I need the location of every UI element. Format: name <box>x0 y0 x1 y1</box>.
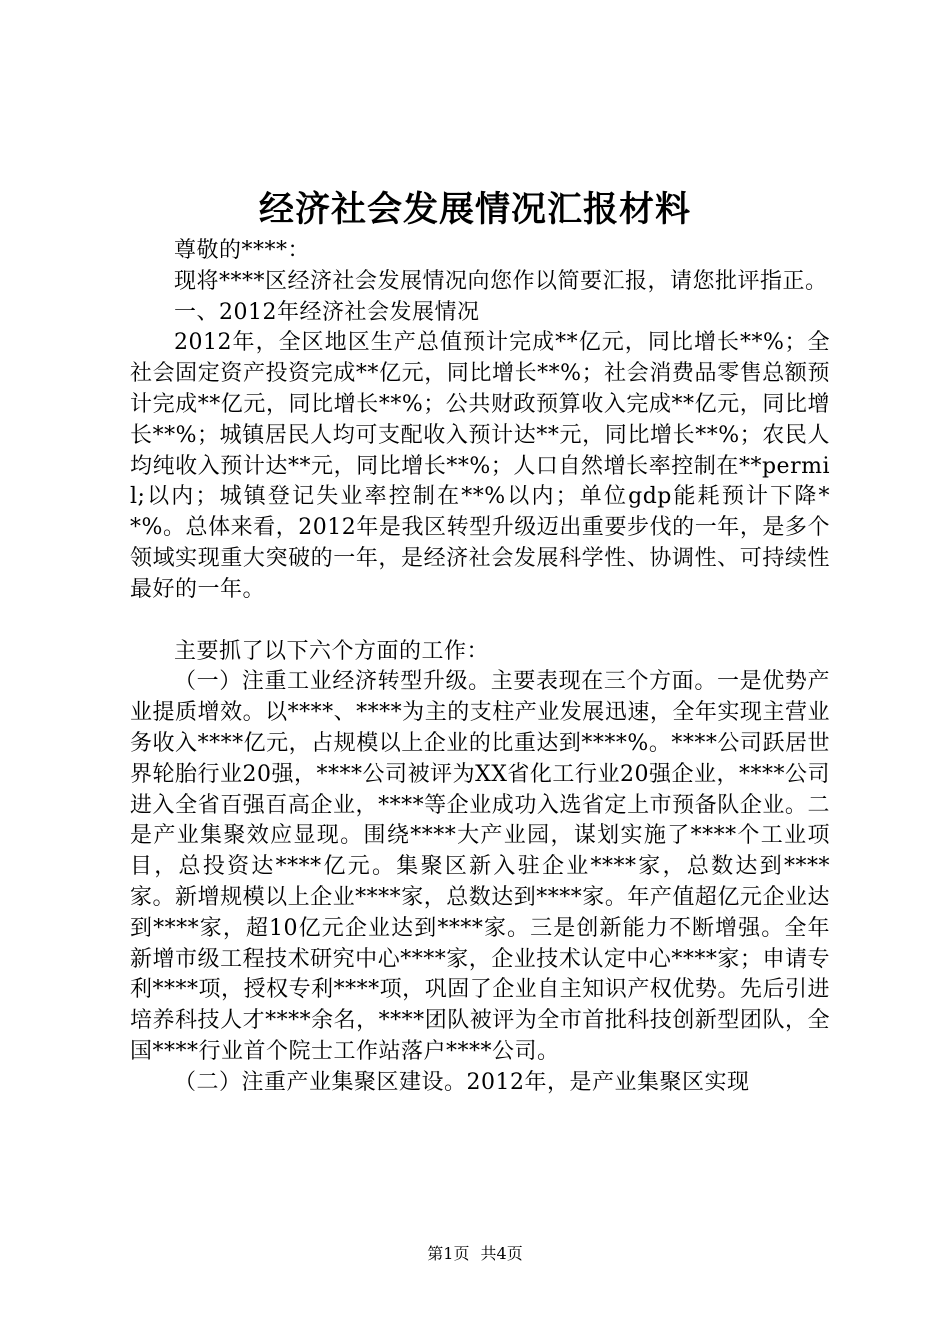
salutation-paragraph: 尊敬的****： <box>174 238 311 263</box>
section-heading: 一、2012年经济社会发展情况 <box>174 299 480 325</box>
overview-paragraph: 2012年，全区地区生产总值预计完成**亿元，同比增长**%；全社会固定资产投资完成**亿元，同比增长**%；社会消费品零售总额预计完成**亿元，同比增长**%；公共财政预算收入完成**亿元，同比增长**%；城镇居民人均可支配收入预计达**元，同比增长**%；农民人均纯收入预计达**元，同比增长**%；人口自然增长率控制在**permil;以内；城镇登记失业率控制在**%以内；单位gdp能耗预计下降**%。总体来看，2012年是我区转型升级迈出重要步伐的一年，是多个领域实现重大突破的一年，是经济社会发展科学性、协调性、可持续性最好的一年。 <box>130 330 830 602</box>
page-total: 共4页 <box>480 1244 523 1263</box>
intro-paragraph: 现将****区经济社会发展情况向您作以简要汇报，请您批评指正。 <box>174 268 828 294</box>
page-footer <box>0 1244 950 1264</box>
industry-paragraph: （一）注重工业经济转型升级。主要表现在三个方面。一是优势产业提质增效。以****、****为主的支柱产业发展迅速，全年实现主营业务收入****亿元，占规模以上企业的比重达到****%。****公司跃居世界轮胎行业20强，****公司被评为XX省化工行业20强企业，****公司进入全省百强百高企业，****等企业成功入选省定上市预备队企业。二是产业集聚效应显现。围绕****大产业园，谋划实施了****个工业项目，总投资达****亿元。集聚区新入驻企业****家，总数达到****家。新增规模以上企业****家，总数达到****家。年产值超亿元企业达到****家，超10亿元企业达到****家。三是创新能力不断增强。全年新增市级工程技术研究中心****家，企业技术认定中心****家；申请专利****项，授权专利****项，巩固了企业自主知识产权优势。先后引进培养科技人才****余名，****团队被评为全市首批科技创新型团队，全国****行业首个院士工作站落户****公司。 <box>130 669 830 1064</box>
document-body <box>130 236 830 1099</box>
page-number: 第1页 <box>427 1244 470 1263</box>
work-summary-paragraph: 主要抓了以下六个方面的工作： <box>174 638 490 664</box>
document-title: 经济社会发展情况汇报材料 <box>258 189 691 230</box>
cluster-paragraph: （二）注重产业集聚区建设。2012年，是产业集聚区实现 <box>174 1069 750 1095</box>
